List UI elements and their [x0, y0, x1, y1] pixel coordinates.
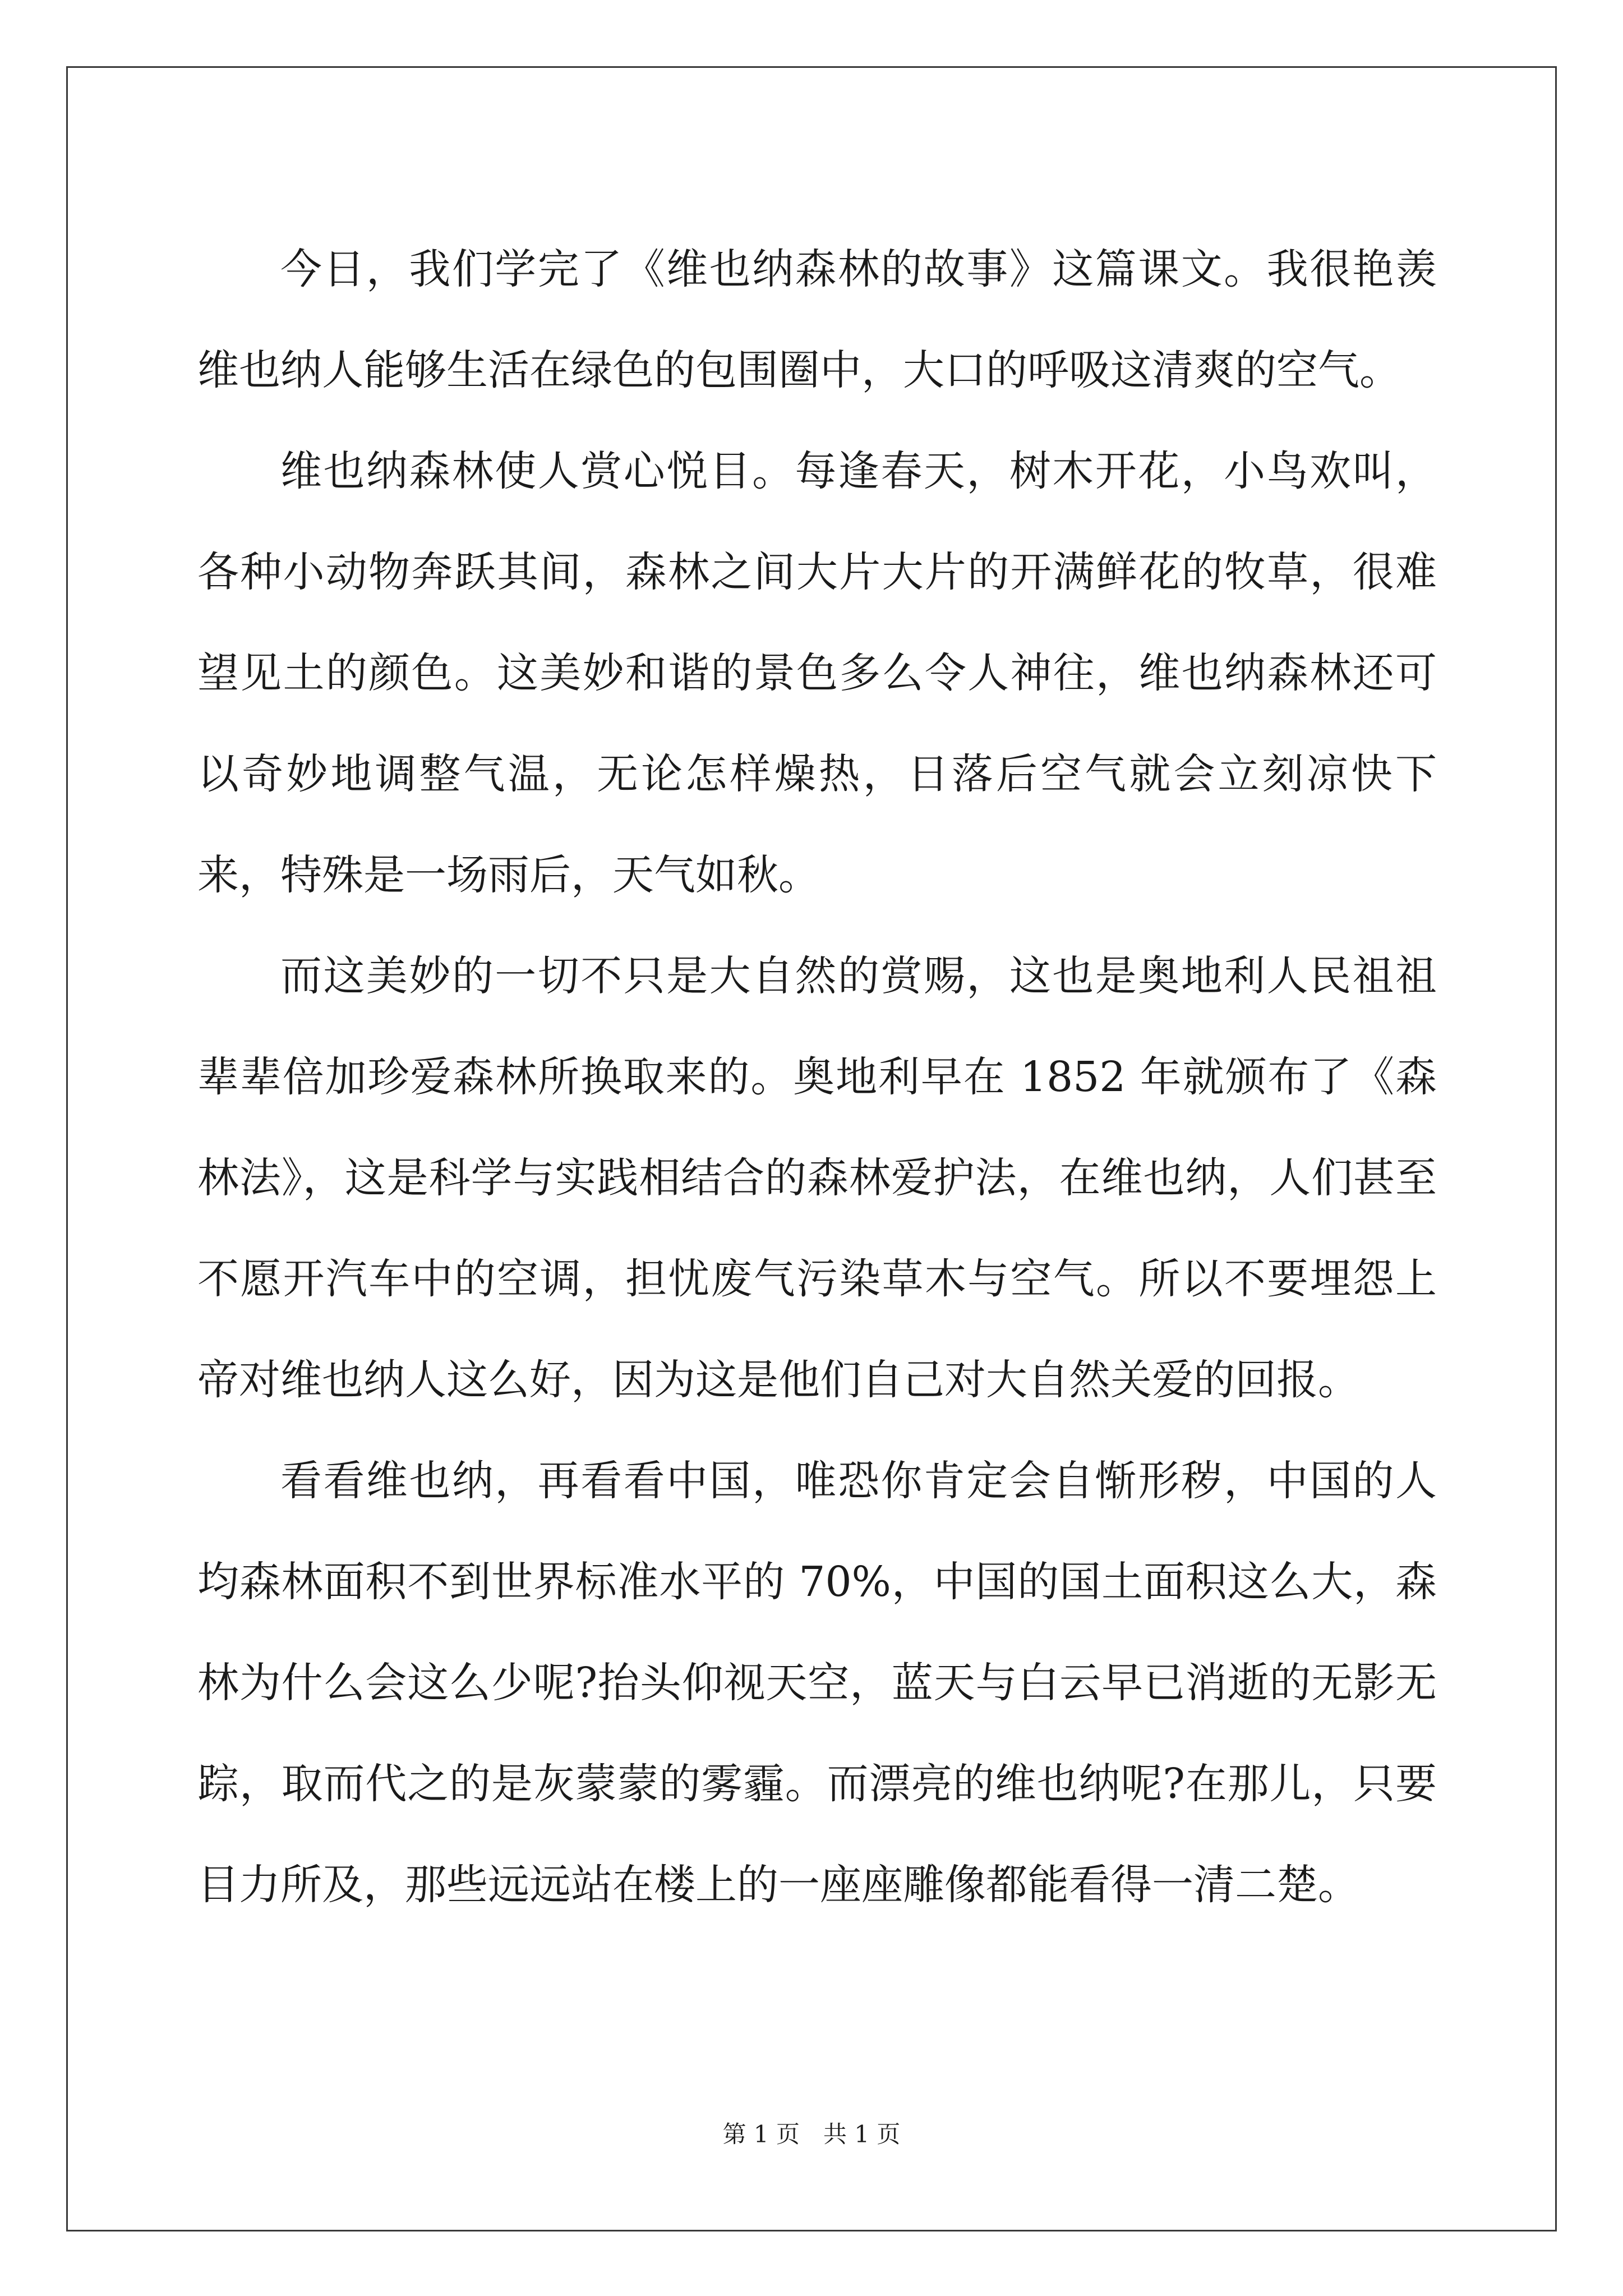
paragraph: 维也纳森林使人赏心悦目。每逢春天，树木开花，小鸟欢叫，各种小动物奔跃其间，森林之间大片大片的开满鲜花的牧草，很难望见土的颜色。这美妙和谐的景色多么令人神往，维也纳森林还可以奇妙地调整气温，无论怎样燥热，日落后空气就会立刻凉快下来，特殊是一场雨后，天气如秋。 [197, 447, 1437, 899]
document-body [197, 219, 1437, 1935]
paragraph: 今日，我们学完了《维也纳森林的故事》这篇课文。我很艳羡维也纳人能够生活在绿色的包围圈中，大口的呼吸这清爽的空气。 [197, 245, 1437, 394]
paragraph: 看看维也纳，再看看中国，唯恐你肯定会自惭形秽，中国的人均森林面积不到世界标准水平的 70%，中国的国土面积这么大，森林为什么会这么少呢?抬头仰视天空，蓝天与白云早已消逝的无影无踪，取而代之的是灰蒙蒙的雾霾。而漂亮的维也纳呢?在那儿，只要目力所及，那些远远站在楼上的一座座雕像都能看得一清二楚。 [197, 1457, 1437, 1909]
page-number-footer: 第 1 页 共 1 页 [722, 2120, 901, 2148]
paragraph: 而这美妙的一切不只是大自然的赏赐，这也是奥地利人民祖祖辈辈倍加珍爱森林所换取来的。奥地利早在 1852 年就颁布了《森林法》，这是科学与实践相结合的森林爱护法，在维也纳，人们甚至不愿开汽车中的空调，担忧废气污染草木与空气。所以不要埋怨上帝对维也纳人这么好，因为这是他们自己对大自然关爱的回报。 [197, 952, 1437, 1404]
